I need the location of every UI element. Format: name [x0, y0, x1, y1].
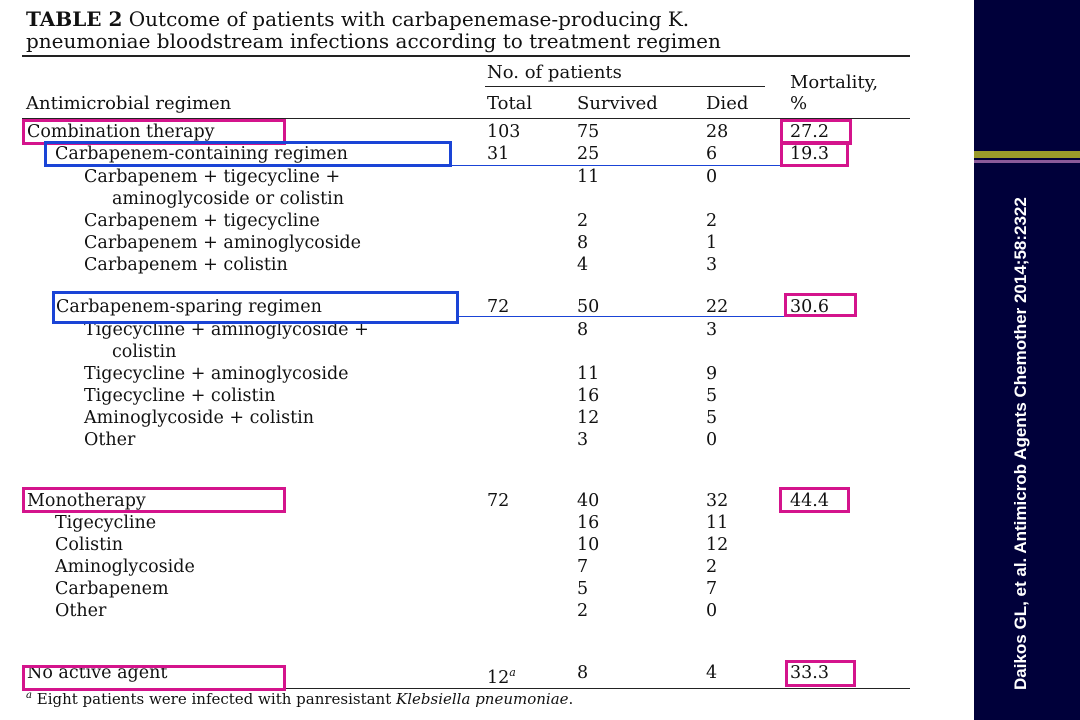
cell-died: 2 — [706, 211, 718, 231]
cell-survived: 40 — [577, 491, 600, 511]
header-no-of-patients: No. of patients — [487, 62, 622, 83]
cell-survived: 5 — [577, 579, 589, 599]
cell-survived: 7 — [577, 557, 589, 577]
cell-died: 32 — [706, 491, 729, 511]
footnote-text: Eight patients were infected with panresistant — [36, 690, 392, 708]
cell-died: 0 — [706, 430, 718, 450]
highlight-mortality-44 — [779, 487, 850, 513]
header-died: Died — [706, 93, 749, 114]
row-label-sub: Aminoglycoside + colistin — [84, 408, 314, 428]
highlight-no-active-agent — [22, 665, 286, 691]
row-label-sub: Other — [84, 430, 136, 450]
sidebar-stripe-purple — [974, 160, 1080, 163]
header-group-rule — [485, 86, 765, 87]
highlight-carbapenem-sparing — [52, 291, 459, 324]
highlight-monotherapy — [22, 487, 286, 513]
cell-survived: 16 — [577, 513, 600, 533]
blue-underline — [456, 316, 790, 317]
header-antimicrobial-regimen: Antimicrobial regimen — [26, 93, 232, 114]
cell-died: 0 — [706, 167, 718, 187]
cell-survived: 8 — [577, 233, 589, 253]
cell-survived: 11 — [577, 364, 600, 384]
row-label-continuation: colistin — [112, 342, 177, 362]
sidebar-stripe-olive — [974, 151, 1080, 158]
cell-mortality: 30.6 — [790, 297, 829, 317]
top-rule — [22, 55, 910, 57]
cell-died: 22 — [706, 297, 729, 317]
cell-survived: 50 — [577, 297, 600, 317]
cell-mortality: 33.3 — [790, 663, 829, 683]
cell-mortality: 27.2 — [790, 122, 829, 142]
cell-total: 72 — [487, 491, 510, 511]
blue-underline — [450, 165, 790, 166]
cell-died: 4 — [706, 663, 718, 683]
table-title-text: Outcome of patients with carbapenemase-producing K. — [128, 7, 690, 31]
cell-died: 11 — [706, 513, 729, 533]
cell-mortality: 19.3 — [790, 144, 829, 164]
row-label-carbapenem-sparing: Carbapenem-sparing regimen — [56, 297, 322, 317]
footnote — [26, 690, 573, 708]
row-label-sub: Carbapenem + aminoglycoside — [84, 233, 361, 253]
highlight-carbapenem-containing — [44, 141, 452, 167]
row-label-continuation: aminoglycoside or colistin — [112, 189, 345, 209]
cell-survived: 2 — [577, 211, 589, 231]
footnote-end: . — [568, 690, 574, 708]
cell-died: 2 — [706, 557, 718, 577]
footnote-organism: Klebsiella pneumoniae — [396, 690, 569, 708]
highlight-mortality-30 — [784, 293, 857, 317]
cell-total — [487, 663, 516, 688]
row-label-sub: Carbapenem — [55, 579, 169, 599]
cell-total-value: 12 — [487, 667, 510, 688]
row-label-sub: Tigecycline — [55, 513, 157, 533]
highlight-mortality-19 — [780, 141, 849, 167]
citation: Daikos GL, et al. Antimicrob Agents Chemother 2014;58:2322 — [1011, 197, 1030, 690]
header-mortality-unit: % — [790, 93, 808, 114]
footnote-marker: a — [509, 666, 516, 679]
row-label-sub: Carbapenem + tigecycline + — [84, 167, 341, 187]
cell-survived: 8 — [577, 320, 589, 340]
cell-died: 7 — [706, 579, 718, 599]
header-mortality: Mortality, — [790, 72, 879, 93]
cell-total: 31 — [487, 144, 510, 164]
cell-total: 103 — [487, 122, 521, 142]
cell-survived: 11 — [577, 167, 600, 187]
highlight-mortality-33 — [785, 660, 856, 687]
cell-mortality: 44.4 — [790, 491, 829, 511]
row-label-sub: Other — [55, 601, 107, 621]
cell-survived: 4 — [577, 255, 589, 275]
cell-died: 9 — [706, 364, 718, 384]
cell-died: 1 — [706, 233, 718, 253]
header-total: Total — [487, 93, 533, 114]
cell-died: 6 — [706, 144, 718, 164]
cell-died: 12 — [706, 535, 729, 555]
row-label-carbapenem-containing: Carbapenem-containing regimen — [55, 144, 348, 164]
footnote-marker: a — [26, 690, 32, 701]
cell-died: 5 — [706, 408, 718, 428]
row-label-no-active-agent: No active agent — [27, 663, 168, 683]
row-label-sub: Aminoglycoside — [55, 557, 195, 577]
cell-survived: 12 — [577, 408, 600, 428]
cell-total: 72 — [487, 297, 510, 317]
cell-died: 28 — [706, 122, 729, 142]
table-title-line-1 — [26, 8, 689, 30]
cell-survived: 25 — [577, 144, 600, 164]
cell-died: 0 — [706, 601, 718, 621]
header-survived: Survived — [577, 93, 658, 114]
table-title-line-2: pneumoniae bloodstream infections according to treatment regimen — [26, 29, 721, 53]
cell-survived: 16 — [577, 386, 600, 406]
row-label-combination-therapy: Combination therapy — [27, 122, 215, 142]
row-label-sub: Carbapenem + tigecycline — [84, 211, 320, 231]
row-label-sub: Tigecycline + aminoglycoside + — [84, 320, 369, 340]
row-label-sub: Carbapenem + colistin — [84, 255, 288, 275]
cell-died: 5 — [706, 386, 718, 406]
row-label-sub: Tigecycline + aminoglycoside — [84, 364, 349, 384]
cell-survived: 75 — [577, 122, 600, 142]
cell-survived: 3 — [577, 430, 589, 450]
cell-survived: 10 — [577, 535, 600, 555]
row-label-sub: Colistin — [55, 535, 124, 555]
cell-survived: 8 — [577, 663, 589, 683]
cell-died: 3 — [706, 255, 718, 275]
cell-survived: 2 — [577, 601, 589, 621]
cell-died: 3 — [706, 320, 718, 340]
row-label-monotherapy: Monotherapy — [27, 491, 146, 511]
table-label: TABLE 2 — [26, 7, 123, 31]
row-label-sub: Tigecycline + colistin — [84, 386, 276, 406]
